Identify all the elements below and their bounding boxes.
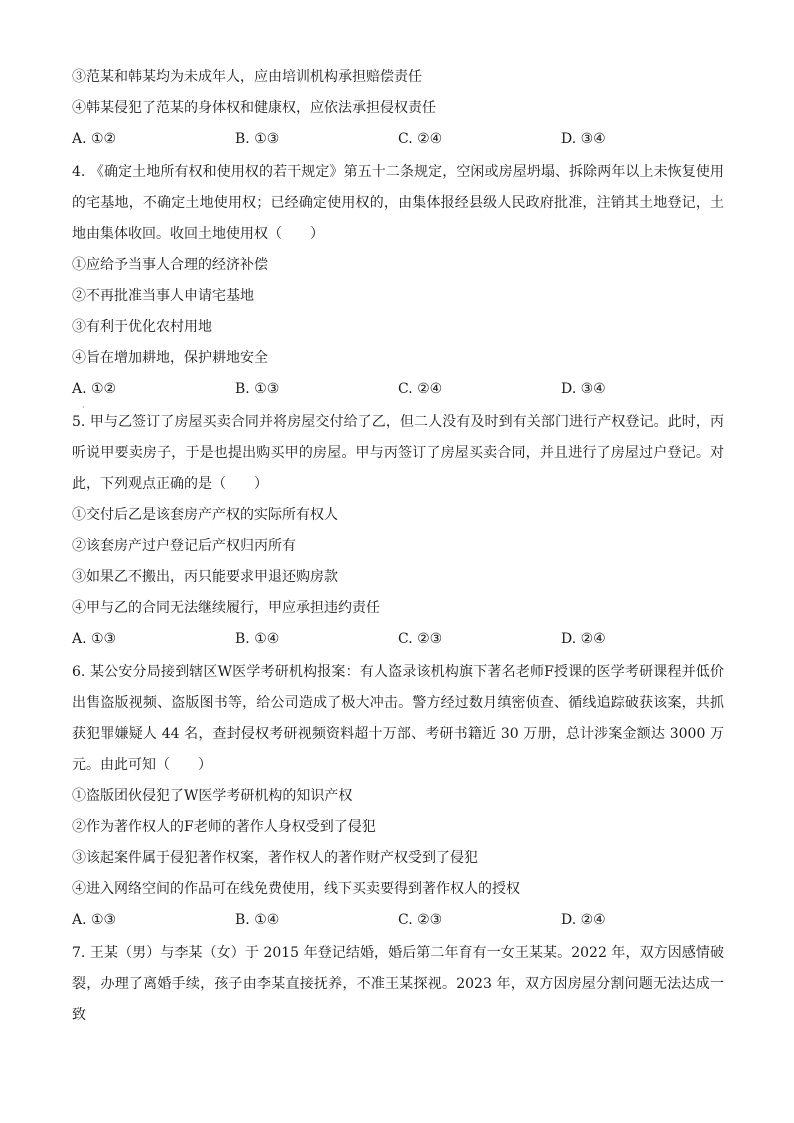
choice-row bbox=[72, 124, 724, 155]
choice-d: D. ③④ bbox=[561, 131, 606, 147]
answer-item: ①盗版团伙侵犯了W医学考研机构的知识产权 bbox=[72, 788, 353, 804]
answer-item: ①应给予当事人合理的经济补偿 bbox=[72, 257, 268, 273]
choice-row bbox=[72, 624, 724, 655]
choice-b: B. ①③ bbox=[235, 381, 280, 397]
answer-item: ②作为著作权人的F老师的著作人身权受到了侵犯 bbox=[72, 819, 376, 835]
answer-item: ④韩某侵犯了范某的身体权和健康权，应依法承担侵权责任 bbox=[72, 100, 436, 116]
question-5-stem: 5. 甲与乙签订了房屋买卖合同并将房屋交付给了乙，但二人没有及时到有关部门进行产权登记。此时，丙听说甲要卖房子，于是也提出购买甲的房屋。甲与丙签订了房屋买卖合同，并且进行了房屋过户登记。对此，下列观点正确的是（ ） bbox=[72, 414, 724, 492]
choice-a: A. ①③ bbox=[72, 912, 117, 928]
choice-c: C. ②④ bbox=[398, 131, 443, 147]
choice-a: A. ①② bbox=[72, 131, 117, 147]
choice-d: D. ②④ bbox=[561, 912, 606, 928]
choice-a: A. ①③ bbox=[72, 631, 117, 647]
answer-item: ③如果乙不搬出，丙只能要求甲退还购房款 bbox=[72, 569, 338, 585]
choice-d: D. ③④ bbox=[561, 381, 606, 397]
answer-item: ①交付后乙是该套房产产权的实际所有权人 bbox=[72, 507, 338, 523]
choice-c: C. ②③ bbox=[398, 631, 443, 647]
choice-b: B. ①③ bbox=[235, 131, 280, 147]
choice-c: C. ②③ bbox=[398, 912, 443, 928]
stray-dot: · bbox=[82, 403, 85, 412]
answer-item: ③该起案件属于侵犯著作权案，著作权人的著作财产权受到了侵犯 bbox=[72, 850, 478, 866]
choice-d: D. ②④ bbox=[561, 631, 606, 647]
question-6-stem: 6. 某公安分局接到辖区W医学考研机构报案：有人盗录该机构旗下著名老师F授课的医学考研课程并低价出售盗版视频、盗版图书等，给公司造成了极大冲击。警方经过数月缜密侦查、循线追踪破获该案，共抓获犯罪嫌疑人 44 名，查封侵权考研视频资料超十万部、考研书籍近 30 万册，总计涉案金额达 3000 万元。由此可知（ ） bbox=[72, 664, 724, 773]
question-7-stem: 7. 王某（男）与李某（女）于 2015 年登记结婚，婚后第二年育有一女王某某。2022 年，双方因感情破裂，办理了离婚手续，孩子由李某直接抚养，不准王某探视。2023 年，双方因房屋分割问题无法达成一致 bbox=[72, 945, 724, 1023]
choice-a: A. ①② bbox=[72, 381, 117, 397]
choice-b: B. ①④ bbox=[235, 912, 280, 928]
choice-b: B. ①④ bbox=[235, 631, 280, 647]
answer-item: ④甲与乙的合同无法继续履行，甲应承担违约责任 bbox=[72, 600, 380, 616]
choice-row bbox=[72, 905, 724, 936]
answer-item: ③有利于优化农村用地 bbox=[72, 319, 212, 335]
answer-item: ④旨在增加耕地，保护耕地安全 bbox=[72, 350, 268, 366]
answer-item: ③范某和韩某均为未成年人，应由培训机构承担赔偿责任 bbox=[72, 69, 422, 85]
choice-c: C. ②④ bbox=[398, 381, 443, 397]
question-4-stem: 4. 《确定土地所有权和使用权的若干规定》第五十二条规定，空闲或房屋坍塌、拆除两年以上未恢复使用的宅基地，不确定土地使用权；已经确定使用权的，由集体报经县级人民政府批准，注销其土地登记，土地由集体收回。收回土地使用权（ ） bbox=[72, 164, 724, 242]
choice-row bbox=[72, 374, 724, 412]
answer-item: ④进入网络空间的作品可在线免费使用，线下买卖要得到著作权人的授权 bbox=[72, 881, 520, 897]
exam-page bbox=[72, 62, 724, 1031]
answer-item: ②不再批准当事人申请宅基地 bbox=[72, 288, 254, 304]
answer-item: ②该套房产过户登记后产权归丙所有 bbox=[72, 538, 296, 554]
